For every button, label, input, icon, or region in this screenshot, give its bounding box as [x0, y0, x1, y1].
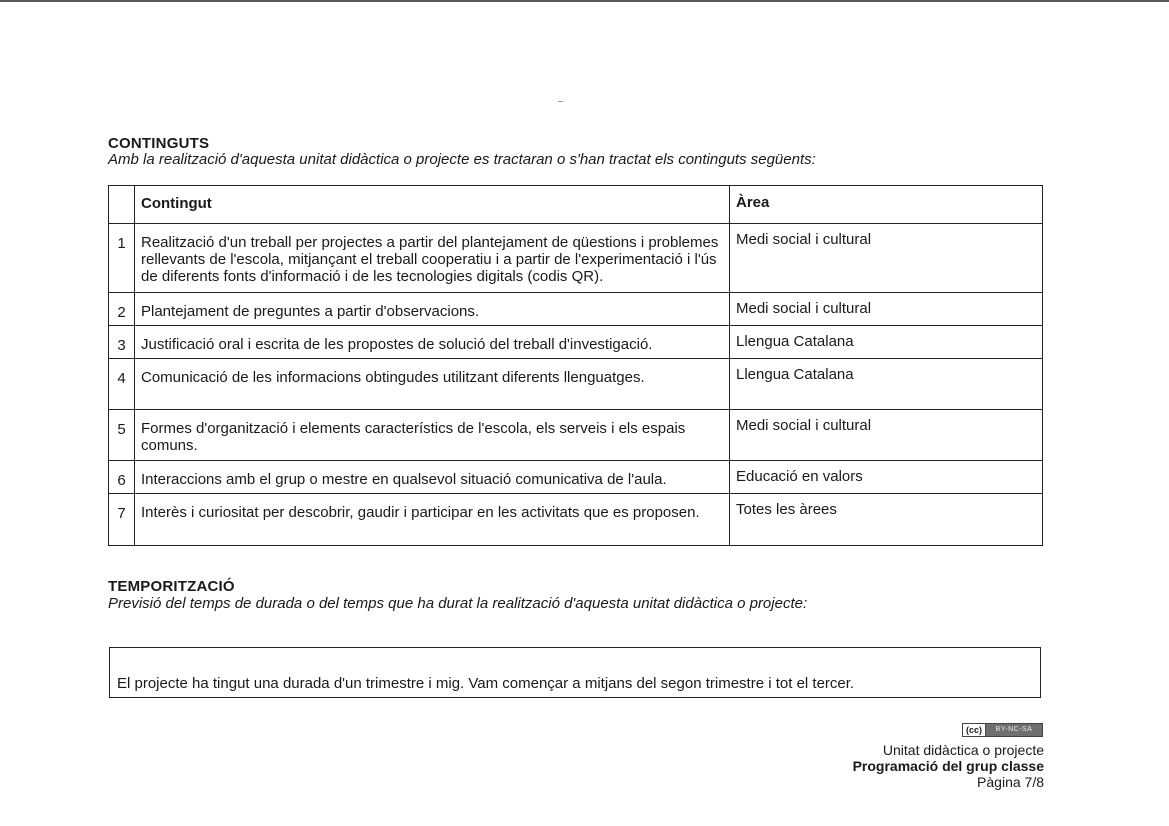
- footer-program-label: Programació del grup classe: [852, 758, 1044, 774]
- row-content: Realització d'un treball per projectes a partir del plantejament de qüestions i problemes rellevants de l'escola, mitjançant el treball cooperatiu i a partir de l'experimentació i l'ús de diferents fonts d'informació i de les tecnologies digitals (codis QR).: [135, 224, 730, 293]
- row-number: 3: [109, 326, 135, 359]
- footer-unit-label: Unitat didàctica o projecte: [882, 742, 1044, 758]
- page-number: Pàgina 7/8: [977, 774, 1044, 790]
- row-area: Llengua Catalana: [730, 359, 1043, 410]
- row-number: 5: [109, 410, 135, 461]
- row-content: Plantejament de preguntes a partir d'observacions.: [135, 293, 730, 326]
- duration-text: El projecte ha tingut una durada d'un trimestre i mig. Vam començar a mitjans del segon trimestre i tot el tercer.: [117, 675, 855, 692]
- header-content: Contingut: [135, 186, 730, 224]
- header-area: Àrea: [730, 186, 1043, 224]
- table-row: [109, 494, 1043, 546]
- top-border-rule: [0, 0, 1169, 2]
- row-number: 4: [109, 359, 135, 410]
- contents-section-subtitle: Amb la realització d'aquesta unitat didàctica o projecte es tractaran o s'han tractat els continguts següents:: [108, 151, 816, 168]
- table-row: [109, 224, 1043, 293]
- row-area: Llengua Catalana: [730, 326, 1043, 359]
- table-row: [109, 293, 1043, 326]
- row-content: Formes d'organització i elements característics de l'escola, els serveis i els espais comuns.: [135, 410, 730, 461]
- table-row: [109, 410, 1043, 461]
- timing-section-subtitle: Previsió del temps de durada o del temps que ha durat la realització d'aquesta unitat didàctica o projecte:: [108, 595, 808, 612]
- duration-box: [109, 647, 1041, 698]
- timing-section-title: TEMPORITZACIÓ: [108, 578, 235, 595]
- contents-section-title: CONTINGUTS: [108, 135, 210, 152]
- cc-terms-label: BY-NC-SA: [986, 724, 1042, 736]
- contents-table-header: [109, 186, 1043, 224]
- row-content: Interaccions amb el grup o mestre en qualsevol situació comunicativa de l'aula.: [135, 461, 730, 494]
- table-row: [109, 461, 1043, 494]
- row-number: 2: [109, 293, 135, 326]
- scan-speck: [558, 101, 563, 102]
- cc-license-badge: [962, 723, 1043, 737]
- row-content: Justificació oral i escrita de les propostes de solució del treball d'investigació.: [135, 326, 730, 359]
- row-content: Comunicació de les informacions obtingudes utilitzant diferents llenguatges.: [135, 359, 730, 410]
- row-area: Medi social i cultural: [730, 410, 1043, 461]
- row-number: 1: [109, 224, 135, 293]
- row-area: Totes les àrees: [730, 494, 1043, 546]
- row-area: Medi social i cultural: [730, 293, 1043, 326]
- contents-table: [108, 185, 1043, 546]
- header-number: [109, 186, 135, 224]
- row-area: Medi social i cultural: [730, 224, 1043, 293]
- row-number: 6: [109, 461, 135, 494]
- row-content: Interès i curiositat per descobrir, gaudir i participar en les activitats que es proposen.: [135, 494, 730, 546]
- table-row: [109, 326, 1043, 359]
- row-number: 7: [109, 494, 135, 546]
- cc-icon: (cc): [963, 724, 986, 736]
- row-area: Educació en valors: [730, 461, 1043, 494]
- table-row: [109, 359, 1043, 410]
